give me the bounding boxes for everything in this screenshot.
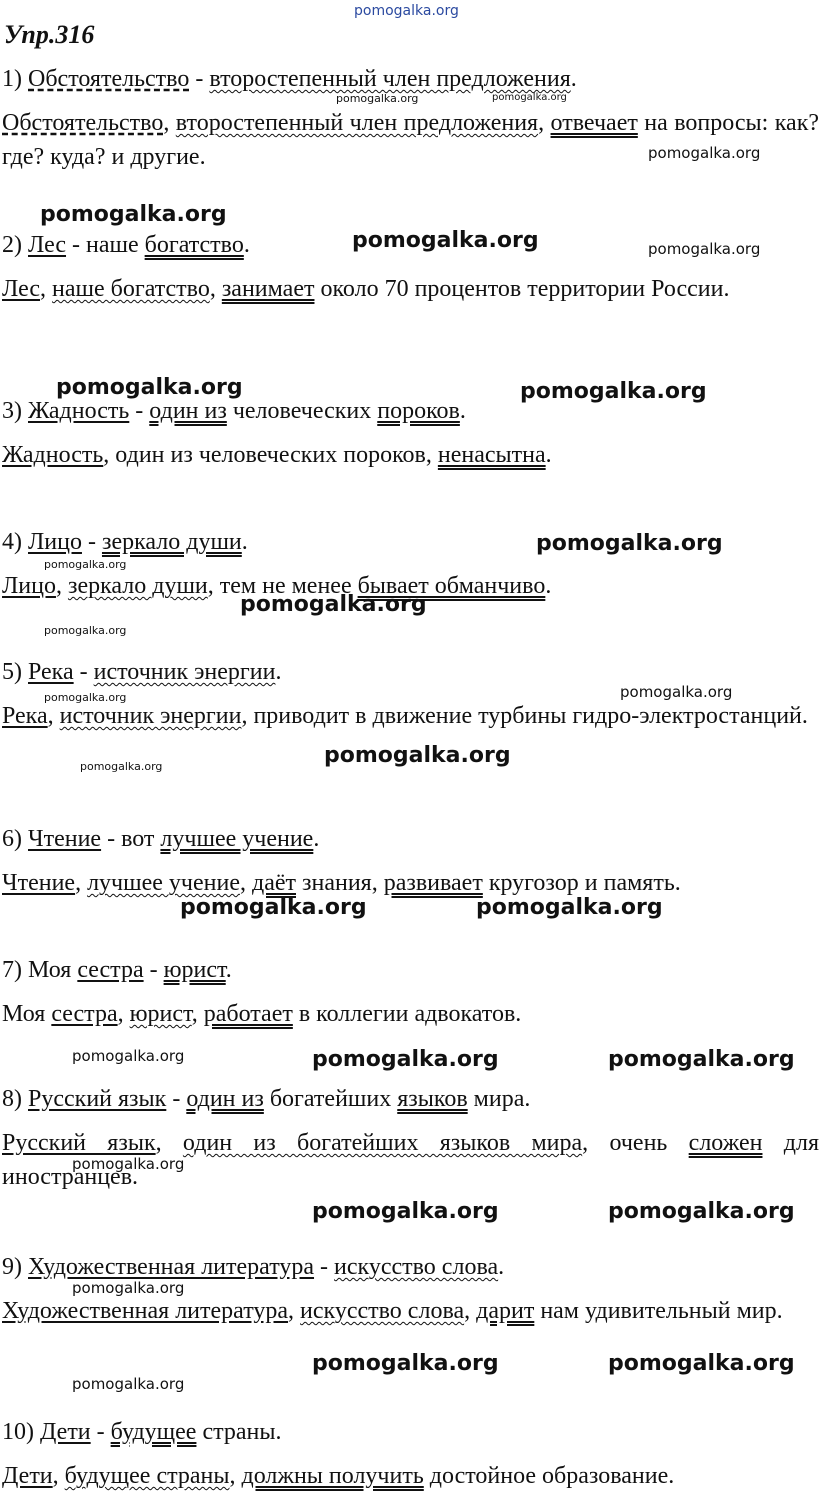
watermark: pomogalka.org xyxy=(312,1047,499,1072)
item-9-scheme: 9) Художественная литература - искусство слова. xyxy=(2,1254,505,1280)
watermark: pomogalka.org xyxy=(80,760,163,773)
item-6-sentence: Чтение, лучшее учение, даёт знания, развивает кругозор и память. xyxy=(2,870,681,896)
watermark: pomogalka.org xyxy=(476,895,663,920)
watermark: pomogalka.org xyxy=(72,1279,185,1297)
watermark: pomogalka.org xyxy=(536,531,723,556)
item-6-scheme: 6) Чтение - вот лучшее учение. xyxy=(2,826,320,852)
item-5-scheme: 5) Река - источник энергии. xyxy=(2,659,282,685)
item-3-scheme: 3) Жадность - один из человеческих пороков. xyxy=(2,398,466,424)
watermark: pomogalka.org xyxy=(620,683,733,701)
watermark: pomogalka.org xyxy=(72,1155,185,1173)
item-4-sentence: Лицо, зеркало души, тем не менее бывает обманчиво. xyxy=(2,573,552,599)
exercise-title: Упр.316 xyxy=(4,20,95,49)
watermark: pomogalka.org xyxy=(72,1375,185,1393)
watermark: pomogalka.org xyxy=(312,1351,499,1376)
watermark: pomogalka.org xyxy=(72,1047,185,1065)
watermark: pomogalka.org xyxy=(520,379,707,404)
item-7-sentence: Моя сестра, юрист, работает в коллегии адвокатов. xyxy=(2,1001,522,1027)
item-8-sentence: Русский язык, один из богатейших языков мира, очень сложен для иностранцев. xyxy=(2,1130,819,1190)
item-2-scheme: 2) Лес - наше богатство. xyxy=(2,232,250,258)
item-2-sentence: Лес, наше богатство, занимает около 70 процентов территории России. xyxy=(2,276,730,302)
watermark: pomogalka.org xyxy=(40,202,227,227)
watermark: pomogalka.org xyxy=(312,1199,499,1224)
watermark: pomogalka.org xyxy=(648,144,761,162)
item-1-sentence: Обстоятельство, второстепенный член предложения, отвечает на вопросы: как? где? куда? и другие. xyxy=(2,110,819,170)
watermark: pomogalka.org xyxy=(608,1351,795,1376)
watermark: pomogalka.org xyxy=(56,375,243,400)
watermark: pomogalka.org xyxy=(608,1047,795,1072)
watermark: pomogalka.org xyxy=(324,743,511,768)
watermark: pomogalka.org xyxy=(44,624,127,637)
item-7-scheme: 7) Моя сестра - юрист. xyxy=(2,957,232,983)
watermark: pomogalka.org xyxy=(648,240,761,258)
header-watermark: pomogalka.org xyxy=(354,3,459,19)
item-5-sentence: Река, источник энергии, приводит в движение турбины гидро-электростанций. xyxy=(2,703,808,729)
watermark: pomogalka.org xyxy=(336,92,419,105)
item-10-sentence: Дети, будущее страны, должны получить достойное образование. xyxy=(2,1463,675,1489)
watermark: pomogalka.org xyxy=(44,691,127,704)
watermark: pomogalka.org xyxy=(240,592,427,617)
watermark: pomogalka.org xyxy=(44,558,127,571)
item-3-sentence: Жадность, один из человеческих пороков, ненасытна. xyxy=(2,442,552,468)
item-10-scheme: 10) Дети - будущее страны. xyxy=(2,1419,282,1445)
watermark: pomogalka.org xyxy=(492,92,567,103)
item-8-scheme: 8) Русский язык - один из богатейших языков мира. xyxy=(2,1086,531,1112)
item-1-scheme: 1) Обстоятельство - второстепенный член предложения. xyxy=(2,66,577,92)
watermark: pomogalka.org xyxy=(352,228,539,253)
item-9-sentence: Художественная литература, искусство слова, дарит нам удивительный мир. xyxy=(2,1298,783,1324)
item-4-scheme: 4) Лицо - зеркало души. xyxy=(2,529,248,555)
watermark: pomogalka.org xyxy=(608,1199,795,1224)
watermark: pomogalka.org xyxy=(180,895,367,920)
